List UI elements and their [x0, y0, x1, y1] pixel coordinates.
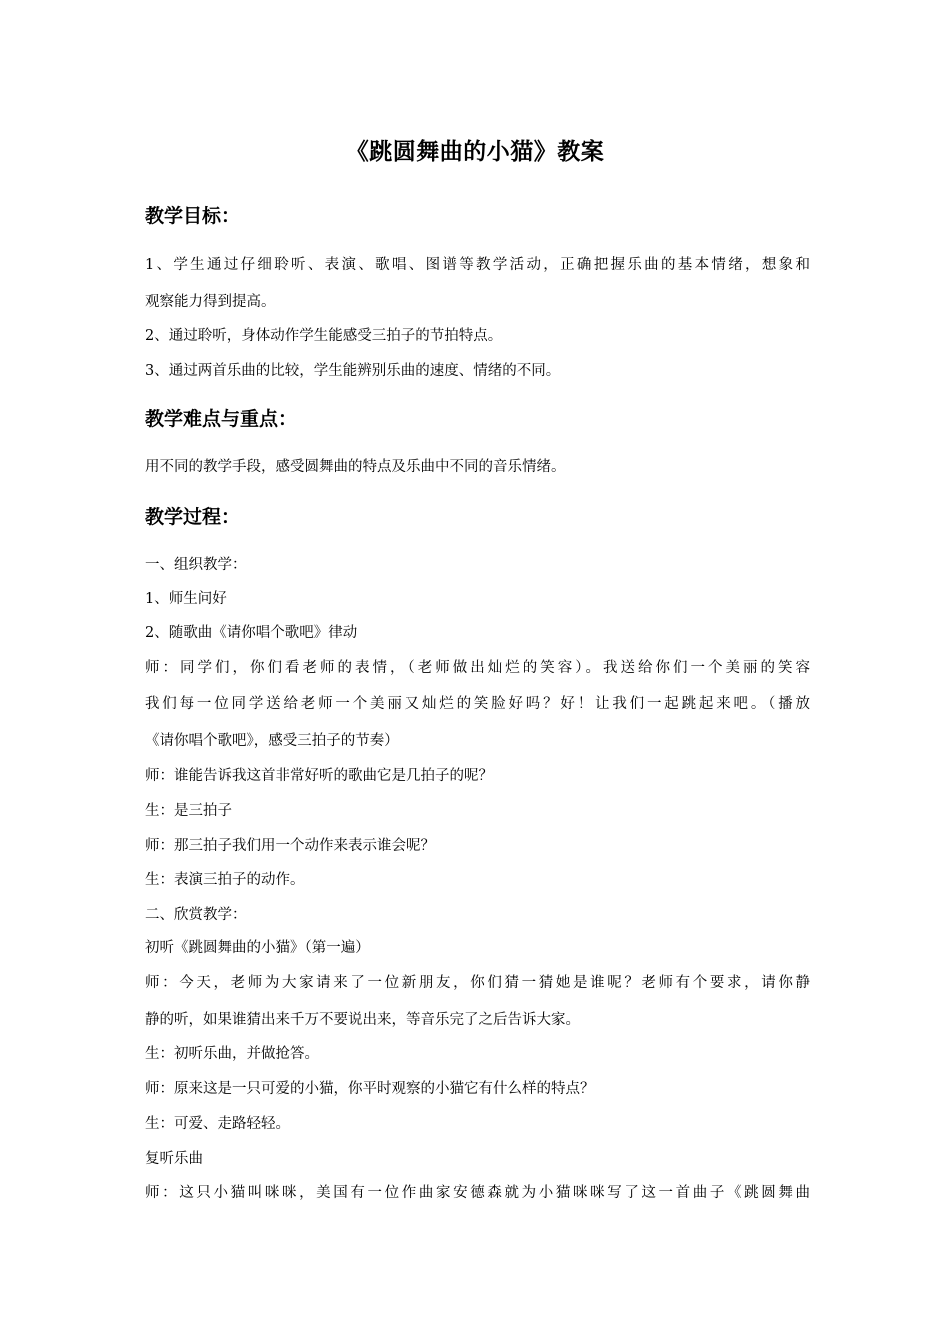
paragraph-line: 初听《跳圆舞曲的小猫》（第一遍） [145, 940, 370, 956]
paragraph-line: 生：可爱、走路轻轻。 [145, 1116, 290, 1132]
paragraph-line: 复听乐曲 [145, 1151, 203, 1167]
paragraph-line: 一、组织教学： [145, 557, 247, 573]
paragraph-line: 生：表演三拍子的动作。 [145, 872, 305, 888]
paragraph-line: 观察能力得到提高。 [145, 294, 276, 310]
paragraph-line: 静的听，如果谁猜出来千万不要说出来，等音乐完了之后告诉大家。 [145, 1012, 580, 1028]
paragraph-line: 生：初听乐曲，并做抢答。 [145, 1046, 319, 1062]
paragraph-line: 用不同的教学手段，感受圆舞曲的特点及乐曲中不同的音乐情绪。 [145, 459, 566, 475]
paragraph-line: 师：谁能告诉我这首非常好听的歌曲它是几拍子的呢？ [145, 768, 493, 784]
paragraph-line: 师：同学们，你们看老师的表情，（老师做出灿烂的笑容）。我送给你们一个美丽的笑容 [145, 660, 810, 676]
paragraph-line: 我们每一位同学送给老师一个美丽又灿烂的笑脸好吗？好！让我们一起跳起来吧。（播放 [145, 696, 810, 712]
paragraph-line: 师：这只小猫叫咪咪，美国有一位作曲家安德森就为小猫咪咪写了这一首曲子《跳圆舞曲 [145, 1185, 810, 1201]
paragraph-line: 2、随歌曲《请你唱个歌吧》律动 [145, 625, 358, 641]
paragraph-line: 2、通过聆听，身体动作学生能感受三拍子的节拍特点。 [145, 328, 503, 344]
paragraph-line: 师：原来这是一只可爱的小猫，你平时观察的小猫它有什么样的特点？ [145, 1081, 595, 1097]
paragraph-line: 二、欣赏教学： [145, 907, 247, 923]
section-heading-difficulties: 教学难点与重点： [145, 408, 298, 430]
paragraph-line: 《请你唱个歌吧》，感受三拍子的节奏） [145, 733, 399, 749]
section-heading-objectives: 教学目标： [145, 205, 241, 227]
paragraph-line: 生：是三拍子 [145, 803, 232, 819]
section-heading-process: 教学过程： [145, 506, 241, 528]
paragraph-line: 1、师生问好 [145, 591, 227, 607]
paragraph-line: 1、学生通过仔细聆听、表演、歌唱、图谱等教学活动，正确把握乐曲的基本情绪，想象和 [145, 257, 810, 273]
paragraph-line: 师：今天，老师为大家请来了一位新朋友，你们猜一猜她是谁呢？老师有个要求，请你静 [145, 975, 810, 991]
paragraph-line: 3、通过两首乐曲的比较，学生能辨别乐曲的速度、情绪的不同。 [145, 363, 561, 379]
document-title: 《跳圆舞曲的小猫》教案 [345, 139, 605, 165]
paragraph-line: 师：那三拍子我们用一个动作来表示谁会呢？ [145, 838, 435, 854]
